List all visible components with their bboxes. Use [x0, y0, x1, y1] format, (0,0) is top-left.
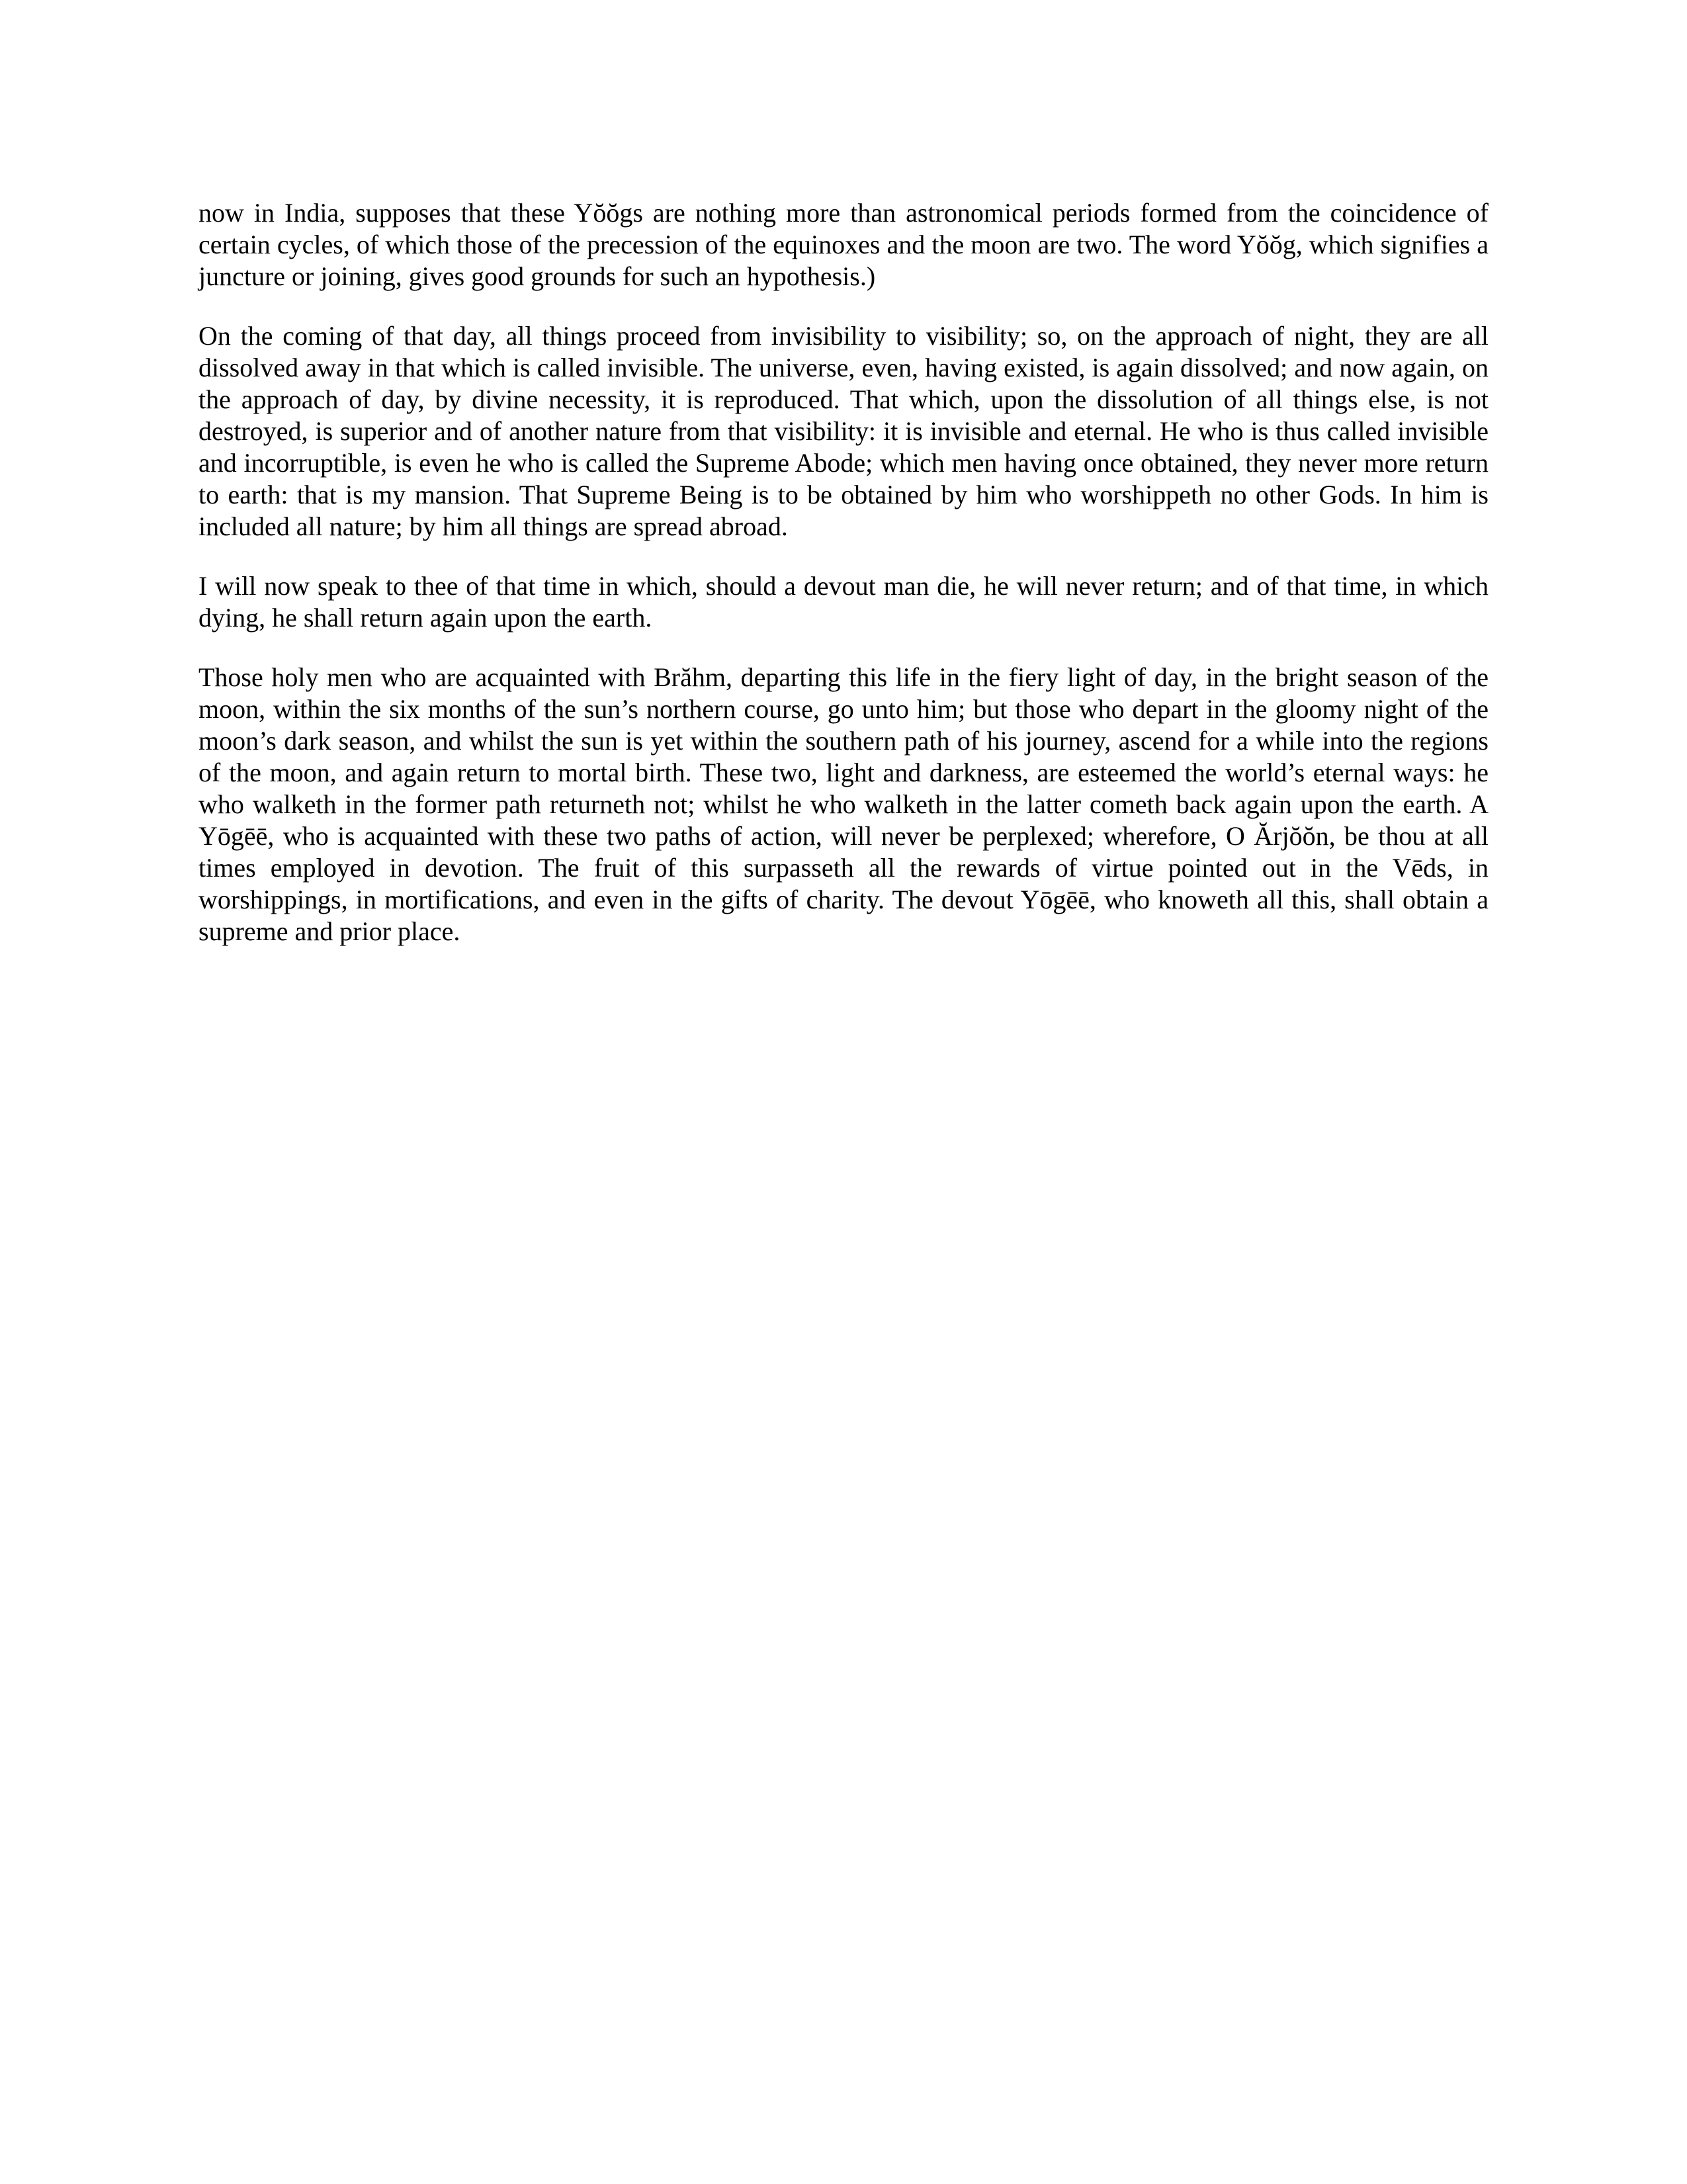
paragraph-two-paths: Those holy men who are acquainted with Brăhm, departing this life in the fiery light of day, in the bright season of the moon, within the six months of the sun’s northern course, go unto him; but those who depart in the gloomy night of the moon’s dark season, and whilst the sun is yet within the southern path of his journey, ascend for a while into the regions of the moon, and again return to mortal birth. These two, light and darkness, are esteemed the world’s eternal ways: he who walketh in the former path returneth not; whilst he who walketh in the latter cometh back again upon the earth. A Yōgēē, who is acquainted with these two paths of action, will never be perplexed; wherefore, O Ărjŏŏn, be thou at all times employed in devotion. The fruit of this surpasseth all the rewards of virtue pointed out in the Vēds, in worshippings, in mortifications, and even in the gifts of charity. The devout Yōgēē, who knoweth all this, shall obtain a supreme and prior place.	[198, 662, 1489, 946]
paragraph-yoogs-hypothesis: now in India, supposes that these Yŏŏgs are nothing more than astronomical periods formed from the coincidence of certain cycles, of which those of the precession of the equinoxes and the moon are two. The word Yŏŏg, which signifies a juncture or joining, gives good grounds for such an hypothesis.)	[198, 198, 1489, 291]
body-text	[198, 197, 1489, 975]
paragraph-time-of-death: I will now speak to thee of that time in which, should a devout man die, he will never return; and of that time, in which dying, he shall return again upon the earth.	[198, 571, 1489, 633]
paragraph-invisibility-visibility: On the coming of that day, all things proceed from invisibility to visibility; so, on the approach of night, they are all dissolved away in that which is called invisible. The universe, even, having existed, is again dissolved; and now again, on the approach of day, by divine necessity, it is reproduced. That which, upon the dissolution of all things else, is not destroyed, is superior and of another nature from that visibility: it is invisible and eternal. He who is thus called invisible and incorruptible, is even he who is called the Supreme Abode; which men having once obtained, they never more return to earth: that is my mansion. That Supreme Being is to be obtained by him who worshippeth no other Gods. In him is included all nature; by him all things are spread abroad.	[198, 321, 1489, 541]
